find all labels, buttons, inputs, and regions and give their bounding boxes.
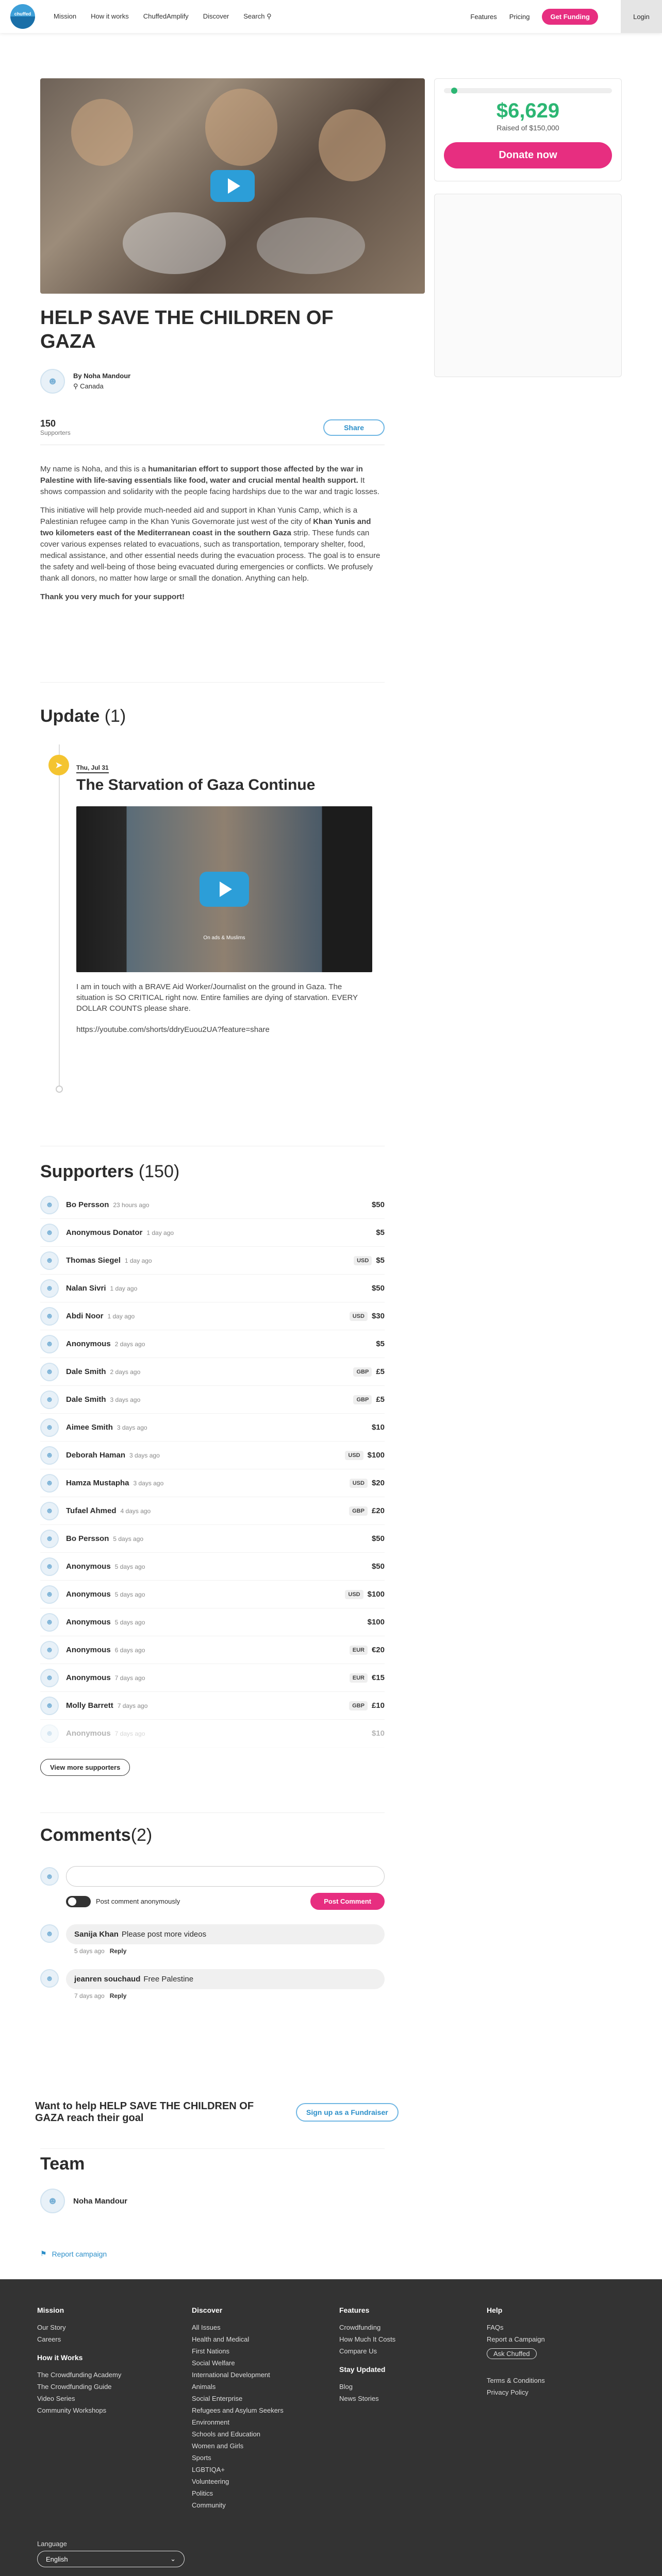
supporter-time: 2 days ago [114,1340,145,1348]
campaign-video[interactable] [40,78,425,294]
footer-col-help: Help FAQs Report a Campaign Ask Chuffed Terms & Conditions Privacy Policy [487,2306,545,2398]
supporter-name: Hamza Mustapha [66,1479,129,1487]
supporter-name: Anonymous [66,1562,111,1571]
donation-amount: £5 [376,1395,385,1404]
supporter-time: 5 days ago [114,1590,145,1598]
get-funding-button[interactable]: Get Funding [542,9,598,25]
supporter-time: 3 days ago [133,1479,164,1487]
footer-link[interactable]: Careers [37,2335,61,2343]
currency-badge: USD [345,1451,363,1460]
footer-link[interactable]: FAQs [487,2324,504,2331]
footer-link[interactable]: Community [192,2501,226,2509]
donation-amount: $10 [371,1423,385,1432]
story-paragraph: My name is Noha, and this is a humanitarian effort to support those affected by the war in Palestine with life-saving essentials like food, water and crucial mental health support. It shows compassion and solidarity with the people facing hardships due to the war and tragic losses. [40,465,379,496]
supporter-name: Aimee Smith [66,1423,113,1432]
supporter-time: 5 days ago [114,1563,145,1570]
location-pin-icon: ⚲ [73,382,78,390]
footer-link[interactable]: The Crowdfunding Guide [37,2383,112,2391]
nav-how-it-works[interactable]: How it works [91,12,129,20]
currency-badge: USD [354,1256,372,1265]
supporter-row [40,1247,385,1275]
supporters-list [40,1191,385,1748]
update-date: Thu, Jul 31 [76,764,109,773]
supporter-time: 1 day ago [124,1257,152,1264]
update-video[interactable] [76,806,372,972]
donation-amount: £5 [376,1367,385,1376]
supporter-name: Anonymous [66,1618,111,1626]
avatar: ☻ [40,1474,59,1493]
hero-figure [319,109,386,181]
comment-text: Please post more videos [121,1930,207,1939]
supporters-section [40,1146,385,1776]
supporter-time: 4 days ago [120,1507,151,1515]
supporter-name: Deborah Haman [66,1451,126,1460]
timeline-line [59,744,60,1090]
comment-time: 7 days ago [74,1992,105,1999]
report-campaign-link[interactable]: ⚑ Report campaign [40,2249,107,2258]
footer-col-mission: Mission Our Story Careers How it Works The Crowdfunding Academy The Crowdfunding Guide Video Series Community Workshops [37,2306,121,2416]
hero-pot [257,217,365,274]
supporter-time: 5 days ago [113,1535,144,1543]
update-text: I am in touch with a BRAVE Aid Worker/Journalist on the ground in Gaza. The situation is SO CRITICAL right now. Entire families are dying of starvation. EVERY DOLLAR COUNTS please share. [76,982,358,1013]
footer-link[interactable]: Compare Us [339,2347,377,2355]
supporter-time: 7 days ago [114,1730,145,1737]
chevron-down-icon: ⌄ [170,2555,176,2563]
supporter-name: Dale Smith [66,1395,106,1404]
currency-badge: GBP [353,1367,372,1377]
footer-link[interactable]: Community Workshops [37,2406,107,2414]
supporter-name: Tufael Ahmed [66,1506,117,1515]
organizer-name[interactable]: By Noha Mandour [73,372,131,380]
language-selector [37,2540,185,2567]
fundraiser-cta [0,2090,662,2135]
supporter-row [40,1525,385,1553]
avatar: ☻ [40,1502,59,1520]
reply-link[interactable]: Reply [109,1992,127,1999]
flag-icon: ⚑ [40,2249,47,2258]
footer-col-features: Features Crowdfunding How Much It Costs Compare Us Stay Updated Blog News Stories [339,2306,395,2404]
comments-heading: Comments(2) [40,1825,153,1845]
supporter-row [40,1553,385,1581]
footer-link[interactable]: Politics [192,2489,213,2497]
progress-indicator [451,88,457,94]
footer-link[interactable]: Volunteering [192,2478,229,2485]
nav-features[interactable]: Features [470,12,497,21]
team-member-name: Noha Mandour [73,2196,127,2206]
supporter-time: 7 days ago [114,1674,145,1682]
goal-text: Raised of $150,000 [496,124,559,132]
footer-link[interactable]: Schools and Education [192,2430,260,2438]
footer-link[interactable]: Terms & Conditions [487,2377,545,2384]
donation-amount: $30 [371,1312,385,1320]
avatar: ☻ [40,1196,59,1214]
avatar: ☻ [40,1391,59,1409]
avatar: ☻ [40,1530,59,1548]
campaign-title: HELP SAVE THE CHILDREN OF GAZA [40,307,334,352]
organizer [40,369,130,394]
currency-badge: EUR [350,1646,368,1655]
supporter-row [40,1386,385,1414]
avatar: ☻ [40,1446,59,1465]
share-button[interactable]: Share [323,419,385,436]
avatar: ☻ [40,1585,59,1604]
avatar: ☻ [40,1867,59,1886]
anonymous-label: Post comment anonymously [96,1897,180,1905]
fundraiser-text: Want to help HELP SAVE THE CHILDREN OF GAZA reach their goal [35,2100,254,2124]
footer-link[interactable]: News Stories [339,2395,379,2402]
supporter-time: 3 days ago [117,1423,147,1431]
donation-amount: $100 [367,1451,385,1460]
avatar: ☻ [40,1724,59,1743]
footer-link[interactable]: Environment [192,2418,229,2426]
donation-amount: €20 [371,1646,385,1654]
supporter-name: Anonymous [66,1646,111,1654]
supporter-time: 1 day ago [146,1229,174,1236]
post-comment-button[interactable]: Post Comment [310,1893,385,1910]
supporter-row [40,1664,385,1692]
hero-pot [123,212,226,274]
supporter-row [40,1636,385,1664]
donation-amount: $50 [371,1562,385,1571]
supporter-row [40,1469,385,1497]
currency-badge: EUR [350,1673,368,1683]
play-button-icon[interactable] [200,872,249,907]
supporter-name: Abdi Noor [66,1312,104,1320]
avatar: ☻ [40,1279,59,1298]
supporter-time: 23 hours ago [113,1201,150,1209]
supporter-name: Anonymous [66,1673,111,1682]
hero-figure [71,99,133,166]
timeline-end [56,1086,63,1093]
avatar: ☻ [40,1613,59,1632]
comment-bubble [66,1924,385,1944]
nav-chuffed-amplify[interactable]: ChuffedAmplify [143,12,189,20]
video-caption: On ads & Muslims [203,935,245,941]
supporter-row [40,1191,385,1219]
update-title: The Starvation of Gaza Continue [76,776,316,793]
campaign-story [40,464,385,610]
avatar: ☻ [40,1641,59,1659]
currency-badge: GBP [349,1701,368,1710]
supporter-row [40,1219,385,1247]
donation-amount: $20 [371,1479,385,1487]
supporter-name: Bo Persson [66,1534,109,1543]
footer-link[interactable]: All Issues [192,2324,221,2331]
chuffed-logo[interactable]: chuffed [10,4,35,29]
language-label: Language [37,2540,67,2548]
supporter-time: 6 days ago [114,1646,145,1654]
currency-badge: USD [350,1312,368,1321]
anonymous-toggle[interactable] [66,1896,91,1907]
play-button-icon[interactable] [210,170,255,202]
nav-pricing[interactable]: Pricing [509,12,530,21]
comment [40,1924,385,1955]
donation-amount: $50 [371,1284,385,1293]
amount-raised: $6,629 [496,99,560,122]
currency-badge: GBP [353,1395,372,1404]
comment-author: Sanija Khan [74,1930,119,1939]
megaphone-icon: ➤ [48,755,69,775]
avatar: ☻ [40,1557,59,1576]
footer-col-discover: Discover All Issues Health and Medical First Nations Social Welfare International Development Animals Social Enterprise Refugees and Asylum Seekers Environment Schools and Education Women and Girls Sports LGBTIQA+ Volunteering Politics Community [192,2306,284,2511]
supporter-row [40,1414,385,1442]
donation-amount: $10 [371,1729,385,1738]
update-link[interactable]: https://youtube.com/shorts/ddryEuou2UA?feature=share [76,1025,270,1034]
currency-badge: GBP [349,1506,368,1516]
sign-up-fundraiser-button[interactable]: Sign up as a Fundraiser [296,2103,399,2122]
avatar: ☻ [40,1335,59,1353]
comment-input[interactable] [66,1866,385,1887]
comments-list [40,1924,385,1999]
donation-amount: $100 [367,1618,385,1626]
sidebar-placeholder-card [434,194,622,377]
avatar: ☻ [40,2189,65,2213]
supporter-row [40,1692,385,1720]
avatar: ☻ [40,1969,59,1988]
story-thanks: Thank you very much for your support! [40,592,185,601]
organizer-location: Canada [80,382,104,390]
footer-link[interactable]: Animals [192,2383,216,2391]
avatar: ☻ [40,369,65,394]
donation-amount: $50 [371,1200,385,1209]
reply-link[interactable]: Reply [109,1947,127,1955]
avatar: ☻ [40,1307,59,1326]
supporter-time: 2 days ago [110,1368,141,1376]
main-nav [54,12,272,21]
ask-chuffed-button[interactable]: Ask Chuffed [487,2348,537,2359]
supporter-row [40,1608,385,1636]
avatar: ☻ [40,1418,59,1437]
supporter-time: 1 day ago [107,1312,135,1320]
donation-panel [434,78,622,181]
supporter-row [40,1330,385,1358]
language-dropdown[interactable]: English ⌄ [37,2551,185,2567]
supporter-time: 5 days ago [114,1618,145,1626]
nav-mission[interactable]: Mission [54,12,77,20]
supporter-row [40,1497,385,1525]
comment-time: 5 days ago [74,1947,105,1955]
comment [40,1969,385,1999]
nav-discover[interactable]: Discover [203,12,229,20]
footer-link[interactable]: How Much It Costs [339,2335,396,2343]
donation-amount: $5 [376,1256,385,1265]
avatar: ☻ [40,1224,59,1242]
footer-link[interactable]: The Crowdfunding Academy [37,2371,122,2379]
progress-bar [444,88,612,93]
site-header [0,0,662,33]
avatar: ☻ [40,1697,59,1715]
updates-heading: Update (1) [40,706,126,726]
view-more-supporters-button[interactable]: View more supporters [40,1759,130,1776]
supporter-row [40,1275,385,1302]
donation-amount: $50 [371,1534,385,1543]
avatar: ☻ [40,1669,59,1687]
team-member[interactable] [40,2189,385,2213]
supporters-label: Supporters [40,429,71,436]
login-button[interactable]: Login [621,0,662,33]
footer-link[interactable]: Video Series [37,2395,75,2402]
supporter-time: 3 days ago [110,1396,141,1403]
supporter-time: 7 days ago [117,1702,148,1709]
supporters-summary [40,418,385,445]
donation-amount: £10 [371,1701,385,1710]
donation-amount: $100 [367,1590,385,1599]
donation-amount: €15 [371,1673,385,1682]
footer-link[interactable]: Women and Girls [192,2442,244,2450]
comment-bubble [66,1969,385,1989]
site-footer [0,2279,662,2576]
footer-link[interactable]: Refugees and Asylum Seekers [192,2406,284,2414]
supporters-count: 150 [40,418,56,429]
footer-link[interactable]: Health and Medical [192,2335,250,2343]
supporter-name: Anonymous [66,1590,111,1599]
avatar: ☻ [40,1251,59,1270]
comment-author: jeanren souchaud [74,1975,141,1984]
footer-link[interactable]: Sports [192,2454,211,2462]
footer-link[interactable]: Crowdfunding [339,2324,381,2331]
currency-badge: USD [345,1590,363,1599]
donation-amount: $5 [376,1340,385,1348]
supporter-row [40,1302,385,1330]
supporters-heading: Supporters (150) [40,1162,180,1181]
footer-link[interactable]: Social Enterprise [192,2395,243,2402]
footer-link[interactable]: Our Story [37,2324,66,2331]
supporter-name: Anonymous [66,1340,111,1348]
supporter-name: Thomas Siegel [66,1256,121,1265]
footer-link[interactable]: International Development [192,2371,270,2379]
comments-section [40,1812,385,1999]
supporter-row [40,1581,385,1608]
supporter-name: Nalan Sivri [66,1284,106,1293]
supporter-name: Dale Smith [66,1367,106,1376]
currency-badge: USD [350,1479,368,1488]
team-heading: Team [40,2154,85,2174]
update-body [76,981,372,1035]
story-paragraph: This initiative will help provide much-needed aid and support in Khan Yunis Camp, which is a Palestinian refugee camp in the Khan Yunis Governorate just west of the city of Khan Yunis and two kilometers east of the Mediterranean coast in the southern Gaza strip. These funds can cover various expenses related to evacuations, such as transportation, temporary shelter, food, medical assistance, and other essential needs during the evacuation process. The goal is to ensure the safety and well-being of those being evacuated during emergencies or conflicts. We profusely thank all donors, no matter how large or small the donation. Anything can help. [40,506,380,583]
updates-section [40,682,385,1136]
footer-link[interactable]: Social Welfare [192,2359,235,2367]
footer-link[interactable]: LGBTIQA+ [192,2466,225,2473]
supporter-name: Bo Persson [66,1200,109,1209]
search-icon: ⚲ [267,12,272,20]
supporter-time: 3 days ago [129,1451,160,1459]
avatar: ☻ [40,1924,59,1943]
footer-link[interactable]: First Nations [192,2347,229,2355]
hero-figure [205,89,277,166]
comment-text: Free Palestine [143,1975,194,1984]
avatar: ☻ [40,1363,59,1381]
team-section [40,2148,385,2213]
donation-amount: $5 [376,1228,385,1237]
nav-search[interactable]: Search ⚲ [243,12,272,20]
supporter-row [40,1442,385,1469]
footer-link[interactable]: Report a Campaign [487,2335,545,2343]
footer-link[interactable]: Privacy Policy [487,2388,528,2396]
supporter-row [40,1720,385,1748]
supporter-name: Anonymous Donator [66,1228,143,1237]
supporter-time: 1 day ago [110,1284,138,1292]
donation-amount: £20 [371,1506,385,1515]
supporter-row [40,1358,385,1386]
supporter-name: Anonymous [66,1729,111,1738]
donate-now-button[interactable]: Donate now [444,142,612,168]
supporter-name: Molly Barrett [66,1701,113,1710]
footer-link[interactable]: Blog [339,2383,353,2391]
